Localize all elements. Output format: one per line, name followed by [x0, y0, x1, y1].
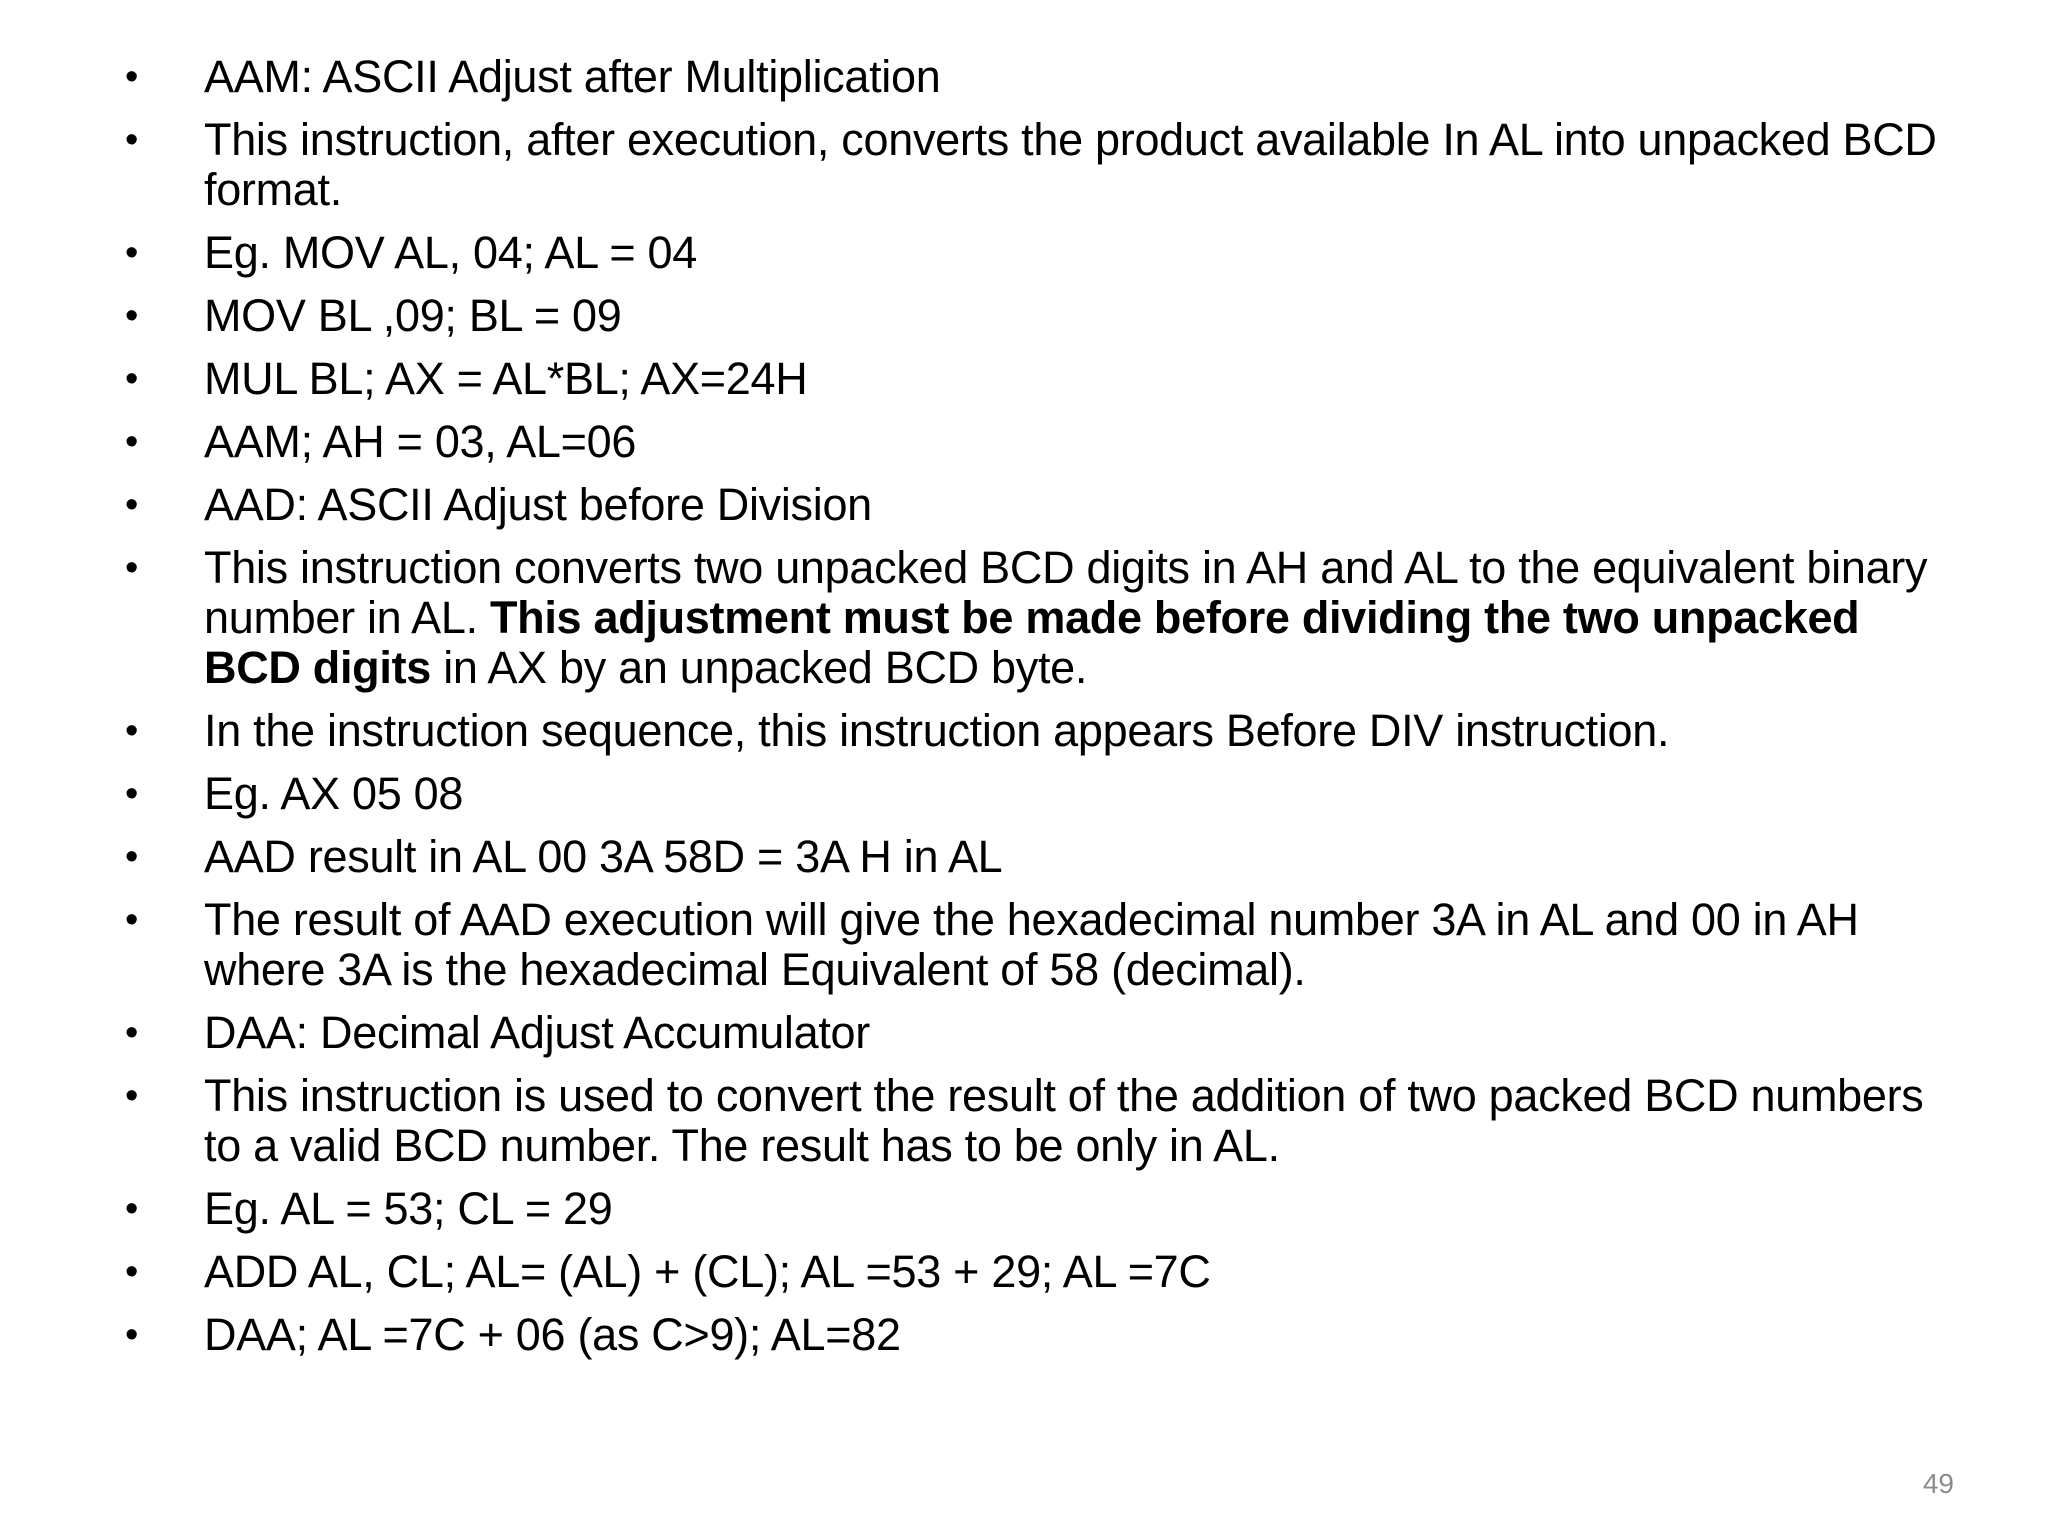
text-segment: Eg. MOV AL, 04; AL = 04 — [204, 227, 698, 278]
text-segment: MUL BL; AX = AL*BL; AX=24H — [204, 353, 808, 404]
list-item — [120, 1247, 1940, 1297]
text-segment: AAM: ASCII Adjust after Multiplication — [204, 51, 941, 102]
bullet-dot-icon: • — [125, 1012, 139, 1054]
bullet-dot-icon: • — [125, 1314, 139, 1356]
bullet-text — [204, 705, 1669, 756]
text-segment: in AX by an unpacked BCD byte. — [431, 642, 1088, 693]
list-item — [120, 1310, 1940, 1360]
bullet-text — [204, 768, 463, 819]
bullet-dot-icon: • — [125, 358, 139, 400]
bullet-dot-icon: • — [125, 1075, 139, 1117]
list-item — [120, 543, 1940, 693]
list-item — [120, 115, 1940, 215]
bullet-dot-icon: • — [125, 295, 139, 337]
list-item — [120, 228, 1940, 278]
bullet-dot-icon: • — [125, 710, 139, 752]
bullet-text — [204, 1183, 612, 1234]
list-item — [120, 769, 1940, 819]
bullet-text — [204, 416, 636, 467]
text-segment: AAM; AH = 03, AL=06 — [204, 416, 637, 467]
list-item — [120, 417, 1940, 467]
bullet-text — [204, 290, 621, 341]
text-segment: MOV BL ,09; BL = 09 — [204, 290, 622, 341]
bullet-list — [120, 52, 1940, 1373]
bullet-dot-icon: • — [125, 484, 139, 526]
text-segment: AAD result in AL 00 3A 58D = 3A H in AL — [204, 831, 1003, 882]
bullet-text — [204, 353, 807, 404]
list-item — [120, 1071, 1940, 1171]
bullet-text — [204, 227, 697, 278]
bullet-text — [204, 1007, 870, 1058]
bullet-text — [204, 1070, 1923, 1171]
text-segment: In the instruction sequence, this instruction appears Before DIV instruction. — [204, 705, 1670, 756]
text-segment: AAD: ASCII Adjust before Division — [204, 479, 872, 530]
bullet-dot-icon: • — [125, 1188, 139, 1230]
bullet-text — [204, 542, 1927, 693]
bullet-text — [204, 479, 872, 530]
bullet-text — [204, 831, 1002, 882]
text-segment: ADD AL, CL; AL= (AL) + (CL); AL =53 + 29; AL =7C — [204, 1246, 1211, 1297]
list-item — [120, 354, 1940, 404]
bold-text-segment: This adjustment must be made before dividing the two unpacked BCD digits — [204, 592, 1860, 693]
list-item — [120, 706, 1940, 756]
list-item — [120, 1184, 1940, 1234]
list-item — [120, 291, 1940, 341]
bullet-dot-icon: • — [125, 773, 139, 815]
bullet-text — [204, 51, 940, 102]
bullet-dot-icon: • — [125, 836, 139, 878]
list-item — [120, 895, 1940, 995]
bullet-dot-icon: • — [125, 119, 139, 161]
bullet-dot-icon: • — [125, 421, 139, 463]
text-segment: Eg. AL = 53; CL = 29 — [204, 1183, 613, 1234]
text-segment: This instruction, after execution, converts the product available In AL into unpacked BCD format. — [204, 114, 1937, 215]
bullet-dot-icon: • — [125, 232, 139, 274]
list-item — [120, 480, 1940, 530]
text-segment: This instruction is used to convert the result of the addition of two packed BCD numbers to a valid BCD number. The result has to be only in AL. — [204, 1070, 1924, 1171]
bullet-dot-icon: • — [125, 1251, 139, 1293]
text-segment: Eg. AX 05 08 — [204, 768, 464, 819]
text-segment: DAA: Decimal Adjust Accumulator — [204, 1007, 870, 1058]
bullet-text — [204, 1246, 1211, 1297]
bullet-text — [204, 1309, 901, 1360]
bullet-text — [204, 894, 1859, 995]
bullet-dot-icon: • — [125, 56, 139, 98]
list-item — [120, 832, 1940, 882]
text-segment: The result of AAD execution will give the hexadecimal number 3A in AL and 00 in AH where 3A is the hexadecimal Equivalent of 58 (decimal). — [204, 894, 1859, 995]
text-segment: This instruction converts two unpacked BCD digits in AH and AL to the equivalent binary number in AL. — [204, 542, 1928, 643]
page-number: 49 — [1922, 1468, 1954, 1499]
bullet-dot-icon: • — [125, 547, 139, 589]
text-segment: DAA; AL =7C + 06 (as C>9); AL=82 — [204, 1309, 901, 1360]
list-item — [120, 1008, 1940, 1058]
bullet-dot-icon: • — [125, 899, 139, 941]
list-item — [120, 52, 1940, 102]
bullet-text — [204, 114, 1937, 215]
